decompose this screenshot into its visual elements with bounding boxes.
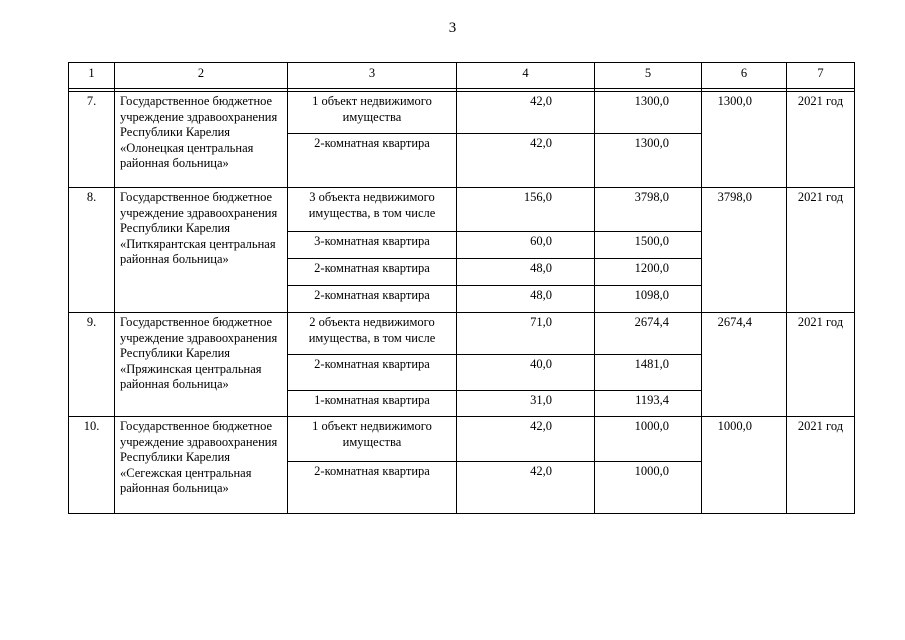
table-row [69,188,855,232]
area-value: 40,0 [457,355,595,391]
cost-value: 1000,0 [595,417,702,462]
header-cell: 7 [787,63,855,89]
total-value: 3798,0 [702,188,787,313]
institution-name: Государственное бюджетное учреждение здравоохранения Республики Карелия «Олонецкая центральная районная больница» [115,92,288,188]
object-description: 2-комнатная квартира [288,355,457,391]
total-value: 1300,0 [702,92,787,188]
cost-value: 1500,0 [595,232,702,259]
page-number: 3 [448,20,457,36]
cost-value: 1481,0 [595,355,702,391]
row-number: 10. [69,417,115,514]
area-value: 42,0 [457,417,595,462]
total-value: 1000,0 [702,417,787,514]
object-description: 2-комнатная квартира [288,259,457,286]
total-value: 2674,4 [702,313,787,417]
area-value: 60,0 [457,232,595,259]
cost-value: 1193,4 [595,391,702,417]
header-cell: 1 [69,63,115,89]
row-number: 7. [69,92,115,188]
institution-name: Государственное бюджетное учреждение здравоохранения Республики Карелия «Пряжинская центральная районная больница» [115,313,288,417]
header-cell: 4 [457,63,595,89]
object-description: 1 объект недвижимого имущества [288,417,457,462]
row-number: 8. [69,188,115,313]
property-table [68,62,855,514]
object-description: 3 объекта недвижимого имущества, в том числе [288,188,457,232]
area-value: 31,0 [457,391,595,417]
area-value: 48,0 [457,286,595,313]
institution-name: Государственное бюджетное учреждение здравоохранения Республики Карелия «Питкярантская центральная районная больница» [115,188,288,313]
cost-value: 1000,0 [595,462,702,514]
area-value: 42,0 [457,134,595,188]
table-row [69,92,855,134]
year-value: 2021 год [787,92,855,188]
cost-value: 1098,0 [595,286,702,313]
object-description: 1 объект недвижимого имущества [288,92,457,134]
area-value: 42,0 [457,462,595,514]
area-value: 48,0 [457,259,595,286]
object-description: 2-комнатная квартира [288,462,457,514]
header-row [69,63,855,89]
table-row [69,417,855,462]
header-cell: 3 [288,63,457,89]
area-value: 42,0 [457,92,595,134]
object-description: 2-комнатная квартира [288,286,457,313]
year-value: 2021 год [787,313,855,417]
area-value: 71,0 [457,313,595,355]
area-value: 156,0 [457,188,595,232]
header-cell: 2 [115,63,288,89]
object-description: 2 объекта недвижимого имущества, в том числе [288,313,457,355]
cost-value: 1300,0 [595,92,702,134]
institution-name: Государственное бюджетное учреждение здравоохранения Республики Карелия «Сегежская центральная районная больница» [115,417,288,514]
header-cell: 6 [702,63,787,89]
cost-value: 2674,4 [595,313,702,355]
header-cell: 5 [595,63,702,89]
cost-value: 3798,0 [595,188,702,232]
year-value: 2021 год [787,188,855,313]
year-value: 2021 год [787,417,855,514]
table-row [69,313,855,355]
object-description: 1-комнатная квартира [288,391,457,417]
row-number: 9. [69,313,115,417]
object-description: 3-комнатная квартира [288,232,457,259]
object-description: 2-комнатная квартира [288,134,457,188]
cost-value: 1300,0 [595,134,702,188]
cost-value: 1200,0 [595,259,702,286]
